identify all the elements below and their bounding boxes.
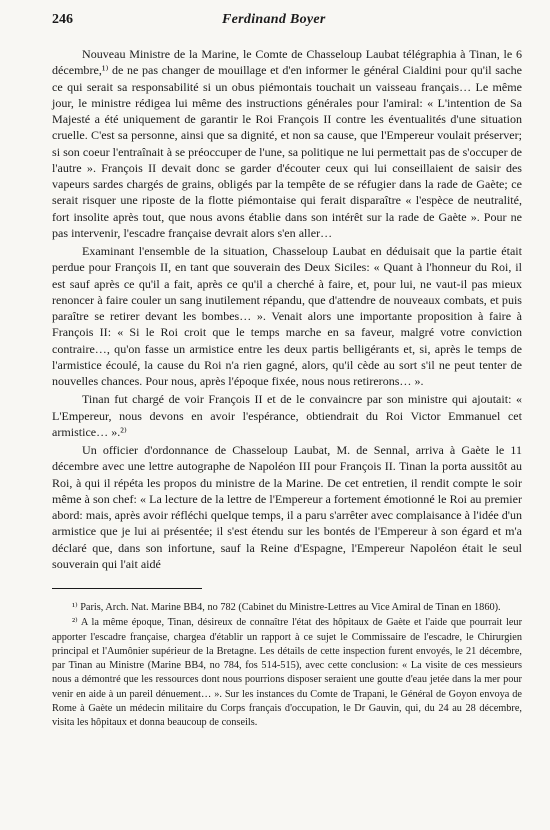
paragraph: Examinant l'ensemble de la situation, Chasseloup Laubat en déduisait que la partie était perdue pour François II, en tant que souverain des Deux Siciles: « Quant à l'honneur du Roi, il est sauf après ce qu'il a fait, après ce qu'il a cherché à faire, et, pour lui, ne vaut-il pas mieux renoncer à faire couler un sang inutilement répandu, que d'attendre de nouveaux combats, et puis paraître se retirer devant les bombes… ». Venait alors une importante proposition à faire à François II: « Si le Roi croit que le temps marche en sa faveur, malgré votre conviction contraire…, qu'on fasse un armistice entre les deux partis belligérants et, si, après le temps de l'armistice écoulé, la cause du Roi n'a rien gagné, alors, qu'il cède au sort s'il ne peut tenter de nouvelles chances. Pour nous, après l'époque fixée, nous nous retirerons… ». <box>52 244 522 388</box>
footnote-divider <box>52 588 202 589</box>
footnotes <box>52 601 522 731</box>
running-head: Ferdinand Boyer <box>222 12 326 27</box>
page-number: 246 <box>52 12 73 27</box>
page-header <box>52 12 522 34</box>
footnote: ¹⁾ Paris, Arch. Nat. Marine BB4, no 782 (Cabinet du Ministre-Lettres au Vice Amiral de Tinan en 1860). <box>72 602 501 613</box>
paragraph: Nouveau Ministre de la Marine, le Comte de Chasseloup Laubat télégraphia à Tinan, le 6 décembre,¹⁾ de ne pas changer de mouillage et d'en informer le général Cialdini pour qu'il sache ce qui serait sa responsabilité si un obus piémontais touchait un vaisseau français… Le même jour, le ministre rédigea lui même des instructions générales pour l'amiral: « L'intention de Sa Majesté a été uniquement de garantir le Roi François II contre les éventualités d'une situation cruelle. C'est sa personne, ainsi que sa dignité, et non sa cause, que l'Empereur voulait préserver; si son coeur l'entraînait à se préoccuper de l'une, sa politique ne lui permettait pas de s'occuper de l'autre ». François II devait donc se garder d'écouter ceux qui lui conseillaient de saisir des vapeurs sardes chargés de grains, obligés par la tempête de se réfugier dans la rade de Gaète; ce serait risquer une riposte de la flotte piémontaise qui ferait disparaître « l'espèce de neutralité, fort insolite après tout, que nous avons établie dans son intérêt sur la rade de Gaète ». Pour ne pas intervenir, l'escadre française devrait alors s'en aller… <box>52 47 522 240</box>
footnote: ²⁾ A la même époque, Tinan, désireux de connaître l'état des hôpitaux de Gaète et l'aide que pourrait leur apporter l'escadre française, chargea d'établir un rapport à ce sujet le Commissaire de l'escadre, le Chirurgien principal et l'Aumônier supérieur de la Bretagne. Les détails de cette inspection furent envoyés, le 21 décembre, par Tinan au Ministre (Marine BB4, no 784, fos 514-515), avec cette conclusion: « La visite de ces messieurs nous a démontré que les ressources dont nous pourrions disposer seraient une goutte d'eau jetée dans la mer pour venir en aide à un pareil dénuement… ». Sur les instances du Comte de Trapani, le Général de Goyon envoya de Rome à Gaète un médecin militaire du Corps français d'occupation, le Dr Gauvin, qui, du 24 au 28 décembre, visita les hôpitaux et donna beaucoup de conseils. <box>52 617 522 729</box>
body-text <box>52 46 522 572</box>
paragraph: Un officier d'ordonnance de Chasseloup Laubat, M. de Sennal, arriva à Gaète le 11 décembre avec une lettre autographe de Napoléon III pour François II. Tinan la porta aussitôt au Roi, à qui il répéta les propos du ministre de la Marine. De cet entretien, il rendit compte le soir même à son chef: « La lecture de la lettre de l'Empereur a fortement émotionné le Roi au premier abord: mais, après avoir réfléchi quelque temps, il a paru s'arrêter avec complaisance à l'idée d'un armistice que je lui ai présentée; il s'est étendu sur les bontés de l'Empereur à son égard et m'a déclaré que, dans son infortune, sauf la Reine d'Espagne, l'Empereur Napoléon était le seul souverain qui l'ait aidé <box>52 443 522 571</box>
paragraph: Tinan fut chargé de voir François II et de le convaincre par son ministre qui ajoutait: « L'Empereur, nous devons en avoir l'espérance, obtiendrait du Roi Victor Emmanuel cet armistice… ».²⁾ <box>52 392 522 439</box>
